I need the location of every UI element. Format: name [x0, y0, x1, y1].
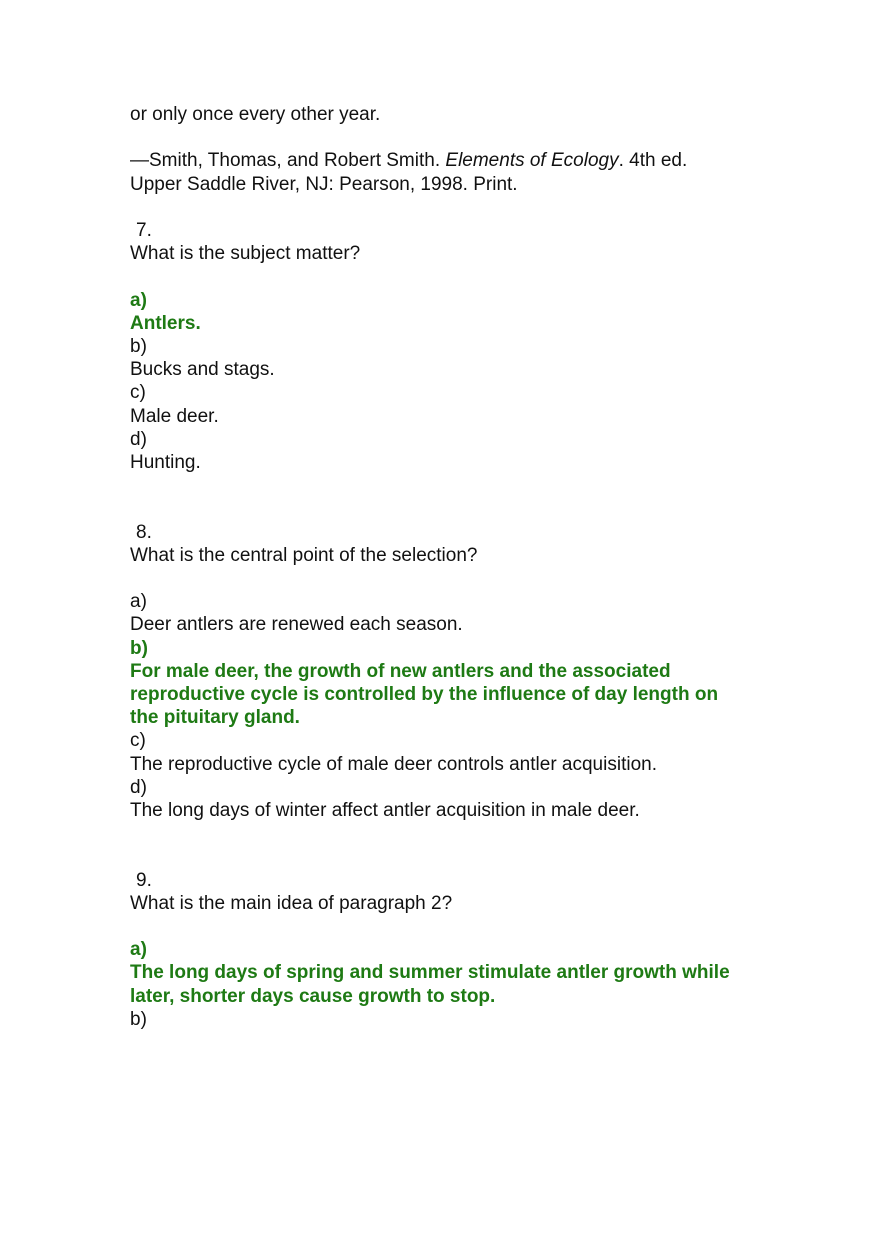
- option-text: Hunting.: [130, 452, 201, 473]
- option-text: For male deer, the growth of new antlers and the associated reproductive cycle is controlled by the influence of day length on the pituitary gland.: [130, 660, 719, 729]
- intro-tail: or only once every other year.: [130, 104, 381, 125]
- option-text: The reproductive cycle of male deer controls antler acquisition.: [130, 753, 657, 775]
- citation-prefix: —Smith, Thomas, and Robert Smith.: [130, 150, 446, 172]
- question-7: [130, 219, 730, 521]
- document-page: [130, 103, 730, 1031]
- question-9: [130, 869, 730, 1031]
- answer-option[interactable]: [130, 590, 730, 636]
- answer-option[interactable]: [130, 776, 730, 822]
- option-text: The long days of winter affect antler acquisition in male deer.: [130, 800, 640, 822]
- question-prompt: What is the main idea of paragraph 2?: [130, 892, 453, 914]
- question-number: 7.: [136, 219, 152, 241]
- option-letter: c): [130, 382, 146, 404]
- option-letter: d): [130, 776, 147, 798]
- option-text: Bucks and stags.: [130, 359, 275, 381]
- question-list: [130, 219, 730, 1031]
- option-letter: a): [130, 939, 147, 961]
- answer-option[interactable]: [130, 1008, 730, 1031]
- answer-option[interactable]: [130, 428, 730, 474]
- answer-option-correct[interactable]: [130, 637, 730, 730]
- answer-option[interactable]: [130, 335, 730, 381]
- question-8: [130, 521, 730, 869]
- citation-title: Elements of Ecology: [445, 150, 619, 172]
- option-text: Antlers.: [130, 312, 201, 334]
- option-letter: c): [130, 730, 146, 752]
- option-text: The long days of spring and summer stimulate antler growth while later, shorter days cause growth to stop.: [130, 962, 730, 1007]
- option-letter: b): [130, 637, 148, 659]
- option-letter: a): [130, 289, 147, 311]
- answer-option-correct[interactable]: [130, 938, 730, 1008]
- question-prompt: What is the central point of the selection?: [130, 544, 478, 566]
- question-prompt: What is the subject matter?: [130, 243, 361, 265]
- answer-option-correct[interactable]: [130, 289, 730, 335]
- option-text: Deer antlers are renewed each season.: [130, 614, 463, 636]
- question-number: 9.: [136, 869, 152, 891]
- citation: [130, 149, 730, 195]
- option-letter: d): [130, 428, 147, 450]
- citation-suffix: . 4th ed.: [618, 150, 688, 172]
- question-number: 8.: [136, 521, 152, 543]
- option-letter: b): [130, 1008, 147, 1030]
- option-letter: b): [130, 335, 147, 357]
- option-text: Male deer.: [130, 405, 219, 427]
- option-letter: a): [130, 591, 147, 613]
- answer-option[interactable]: [130, 729, 730, 775]
- citation-line2: Upper Saddle River, NJ: Pearson, 1998. Print.: [130, 173, 518, 195]
- answer-option[interactable]: [130, 381, 730, 427]
